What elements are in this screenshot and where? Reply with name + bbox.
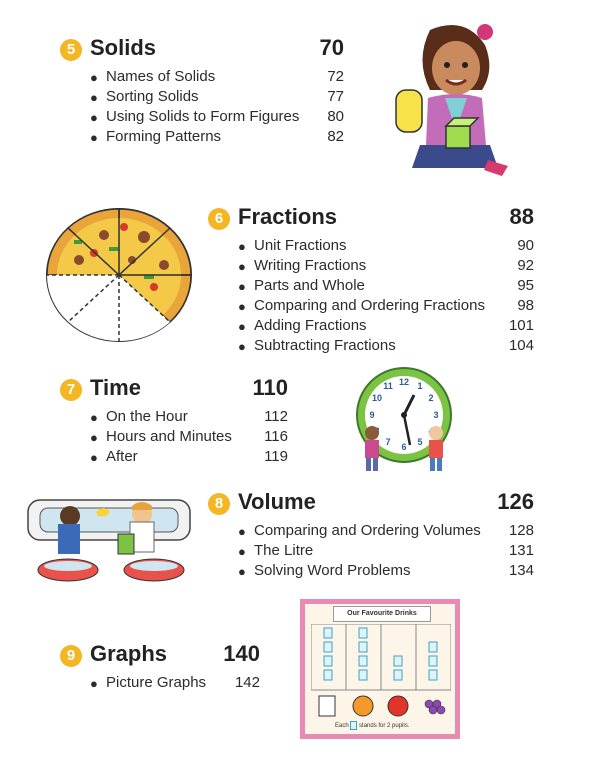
topic-label: After: [106, 448, 138, 465]
bullet-icon: ●: [238, 544, 246, 559]
clock-number: 9: [369, 410, 375, 420]
topic-label: Subtracting Fractions: [254, 337, 396, 354]
topic-item[interactable]: [60, 408, 288, 428]
topic-item[interactable]: [208, 237, 534, 257]
bullet-icon: ●: [90, 70, 98, 85]
clock-number: 12: [398, 377, 410, 387]
topic-page: 101: [508, 317, 534, 334]
topic-page: 131: [508, 542, 534, 559]
topic-label: Names of Solids: [106, 68, 216, 85]
bullet-icon: ●: [238, 524, 246, 539]
section-number: 6: [208, 208, 230, 230]
bullet-icon: ●: [90, 130, 98, 145]
topic-page: 98: [517, 297, 534, 314]
section-number: 9: [60, 645, 82, 667]
topic-item[interactable]: [208, 337, 534, 357]
bullet-icon: ●: [238, 299, 246, 314]
topic-item[interactable]: [208, 297, 534, 317]
topic-list: [208, 237, 534, 357]
topic-page: 119: [264, 448, 288, 465]
topic-item[interactable]: [208, 542, 534, 562]
clock-number: 1: [417, 381, 423, 391]
graph-grid: [311, 624, 451, 720]
topic-page: 134: [508, 562, 534, 579]
topic-label: Comparing and Ordering Fractions: [254, 297, 485, 314]
topic-page: 128: [508, 522, 534, 539]
topic-label: Adding Fractions: [254, 317, 367, 334]
topic-item[interactable]: [208, 522, 534, 542]
bullet-icon: ●: [238, 239, 246, 254]
topic-item[interactable]: [60, 88, 344, 108]
section-page: 140: [223, 641, 260, 666]
topic-item[interactable]: [208, 317, 534, 337]
section-number: 8: [208, 493, 230, 515]
topic-label: Sorting Solids: [106, 88, 199, 105]
bullet-icon: ●: [238, 279, 246, 294]
section-time: [60, 375, 288, 468]
bullet-icon: ●: [90, 450, 98, 465]
topic-list: [60, 68, 344, 148]
bullet-icon: ●: [90, 90, 98, 105]
section-page: 88: [509, 204, 534, 229]
clock-number: 11: [383, 381, 393, 391]
topic-item[interactable]: [60, 108, 344, 128]
topic-item[interactable]: [208, 257, 534, 277]
section-number: 5: [60, 39, 82, 61]
clock-number: 6: [401, 442, 407, 452]
clock-number: 7: [385, 437, 391, 447]
section-header: [208, 489, 534, 522]
section-header: [60, 641, 260, 674]
pizza-fraction-illustration: [44, 205, 194, 345]
topic-page: 95: [517, 277, 534, 294]
bullet-icon: ●: [90, 110, 98, 125]
bullet-icon: ●: [90, 410, 98, 425]
topic-item[interactable]: [208, 562, 534, 582]
topic-page: 77: [327, 88, 344, 105]
topic-list: [60, 674, 260, 694]
topic-item[interactable]: [60, 128, 344, 148]
topic-item[interactable]: [60, 68, 344, 88]
cup-icon: [350, 721, 357, 730]
topic-label: Forming Patterns: [106, 128, 222, 145]
topic-page: 82: [327, 128, 344, 145]
section-page: 126: [497, 489, 534, 514]
topic-page: 92: [517, 257, 534, 274]
section-solids: [60, 35, 344, 148]
topic-label: Comparing and Ordering Volumes: [254, 522, 481, 539]
topic-page: 80: [327, 108, 344, 125]
topic-label: On the Hour: [106, 408, 188, 425]
graph-key: [335, 721, 409, 730]
bullet-icon: ●: [238, 319, 246, 334]
topic-item[interactable]: [60, 448, 288, 468]
section-graphs: [60, 641, 260, 694]
section-title[interactable]: Fractions: [238, 204, 338, 229]
topic-label: Hours and Minutes: [106, 428, 232, 445]
girl-with-solids-illustration: [390, 20, 510, 180]
graph-key-prefix: Each: [335, 723, 349, 730]
section-volume: [208, 489, 534, 582]
clock-number: 3: [433, 410, 439, 420]
section-title[interactable]: Graphs: [90, 641, 168, 666]
section-page: 110: [252, 375, 288, 400]
clock-number: 5: [417, 437, 423, 447]
topic-page: 116: [264, 428, 288, 445]
graph-key-suffix: stands for 2 pupils.: [359, 723, 410, 730]
topic-page: 112: [264, 408, 288, 425]
topic-item[interactable]: [60, 674, 260, 694]
topic-list: [60, 408, 288, 468]
section-header: [60, 35, 344, 68]
topic-label: Using Solids to Form Figures: [106, 108, 300, 125]
topic-page: 90: [517, 237, 534, 254]
clock-number: 2: [428, 393, 434, 403]
topic-page: 72: [327, 68, 344, 85]
topic-label: Picture Graphs: [106, 674, 207, 691]
topic-item[interactable]: [60, 428, 288, 448]
bullet-icon: ●: [90, 430, 98, 445]
bathtub-volume-illustration: [26, 492, 194, 584]
section-title[interactable]: Volume: [238, 489, 316, 514]
topic-label: Unit Fractions: [254, 237, 347, 254]
section-header: [60, 375, 288, 408]
bullet-icon: ●: [238, 259, 246, 274]
picture-graph-illustration: [300, 599, 460, 739]
topic-label: The Litre: [254, 542, 314, 559]
topic-label: Writing Fractions: [254, 257, 367, 274]
section-fractions: [208, 204, 534, 357]
topic-label: Solving Word Problems: [254, 562, 411, 579]
graph-title: Our Favourite Drinks: [333, 606, 431, 622]
clock-illustration: [352, 365, 456, 475]
topic-item[interactable]: [208, 277, 534, 297]
section-title[interactable]: Solids: [90, 35, 157, 60]
clock-number: 10: [371, 393, 383, 403]
section-title[interactable]: Time: [90, 375, 141, 400]
topic-label: Parts and Whole: [254, 277, 365, 294]
topic-list: [208, 522, 534, 582]
section-page: 70: [319, 35, 344, 60]
bullet-icon: ●: [238, 339, 246, 354]
section-header: [208, 204, 534, 237]
topic-page: 142: [234, 674, 260, 691]
topic-page: 104: [508, 337, 534, 354]
section-number: 7: [60, 379, 82, 401]
bullet-icon: ●: [238, 564, 246, 579]
bullet-icon: ●: [90, 676, 98, 691]
